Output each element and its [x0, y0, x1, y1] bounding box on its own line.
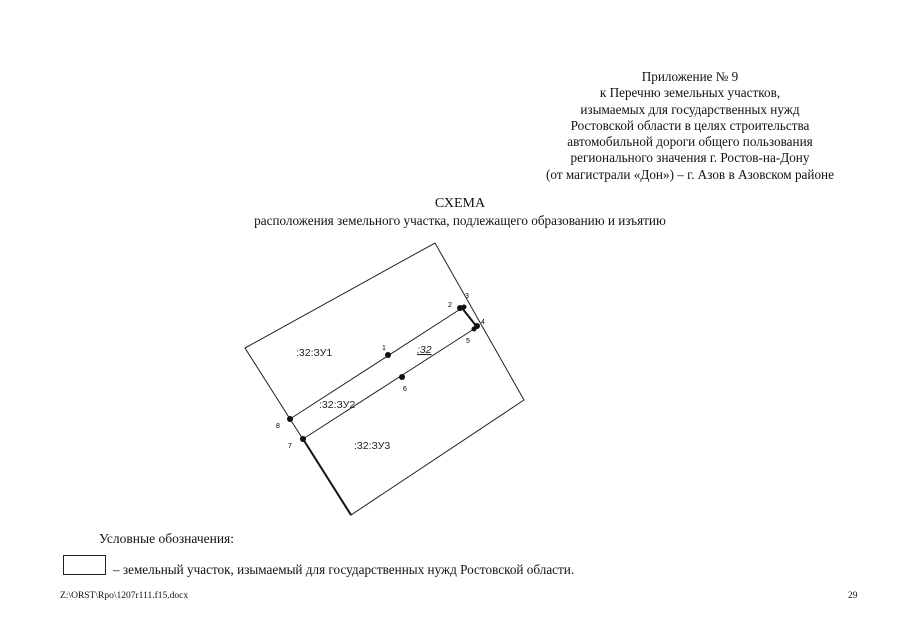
- footer-file-path: Z:\ORST\Rpo\1207r111.f15.docx: [60, 591, 189, 601]
- point-marker: [385, 352, 391, 358]
- parcel-boundary: [245, 243, 524, 515]
- point-marker: [472, 327, 477, 332]
- appendix-line: регионального значения г. Ростов-на-Дону: [570, 150, 810, 166]
- appendix-line: к Перечню земельных участков,: [599, 85, 781, 101]
- page-number: 29: [848, 591, 858, 601]
- boundary-line-upper: [290, 308, 462, 419]
- document-title: СХЕМА: [434, 196, 486, 211]
- legend-title: Условные обозначения:: [99, 531, 235, 546]
- point-marker: [287, 416, 293, 422]
- parcel-label: :32:ЗУ2: [319, 399, 356, 411]
- point-label: 2: [448, 302, 452, 309]
- point-label: 4: [481, 319, 485, 326]
- legend-swatch: [63, 555, 106, 575]
- point-label: 1: [382, 345, 386, 352]
- point-marker: [462, 305, 467, 310]
- document-subtitle: расположения земельного участка, подлежащего образованию и изъятию: [254, 213, 666, 228]
- appendix-line: Ростовской области в целях строительства: [570, 117, 810, 133]
- point-label: 8: [276, 423, 280, 430]
- boundary-line-lower: [303, 327, 477, 439]
- appendix-line: автомобильной дороги общего пользования: [567, 134, 813, 150]
- point-label: 5: [466, 338, 470, 345]
- existing-parcel-label: :32: [417, 344, 432, 356]
- parcel-label: :32:ЗУ3: [354, 440, 391, 452]
- point-label: 7: [288, 443, 292, 450]
- appendix-line: Приложение № 9: [641, 69, 739, 84]
- parcel-label: :32:ЗУ1: [296, 347, 333, 359]
- boundary-segment-bold: [303, 439, 351, 515]
- point-marker: [399, 374, 405, 380]
- point-marker: [300, 436, 306, 442]
- point-label: 6: [403, 386, 407, 393]
- appendix-line: (от магистрали «Дон») – г. Азов в Азовском районе: [546, 166, 834, 182]
- legend-item-text: – земельный участок, изымаемый для государственных нужд Ростовской области.: [113, 562, 575, 577]
- point-label: 3: [465, 293, 469, 300]
- appendix-line: изымаемых для государственных нужд: [580, 101, 800, 117]
